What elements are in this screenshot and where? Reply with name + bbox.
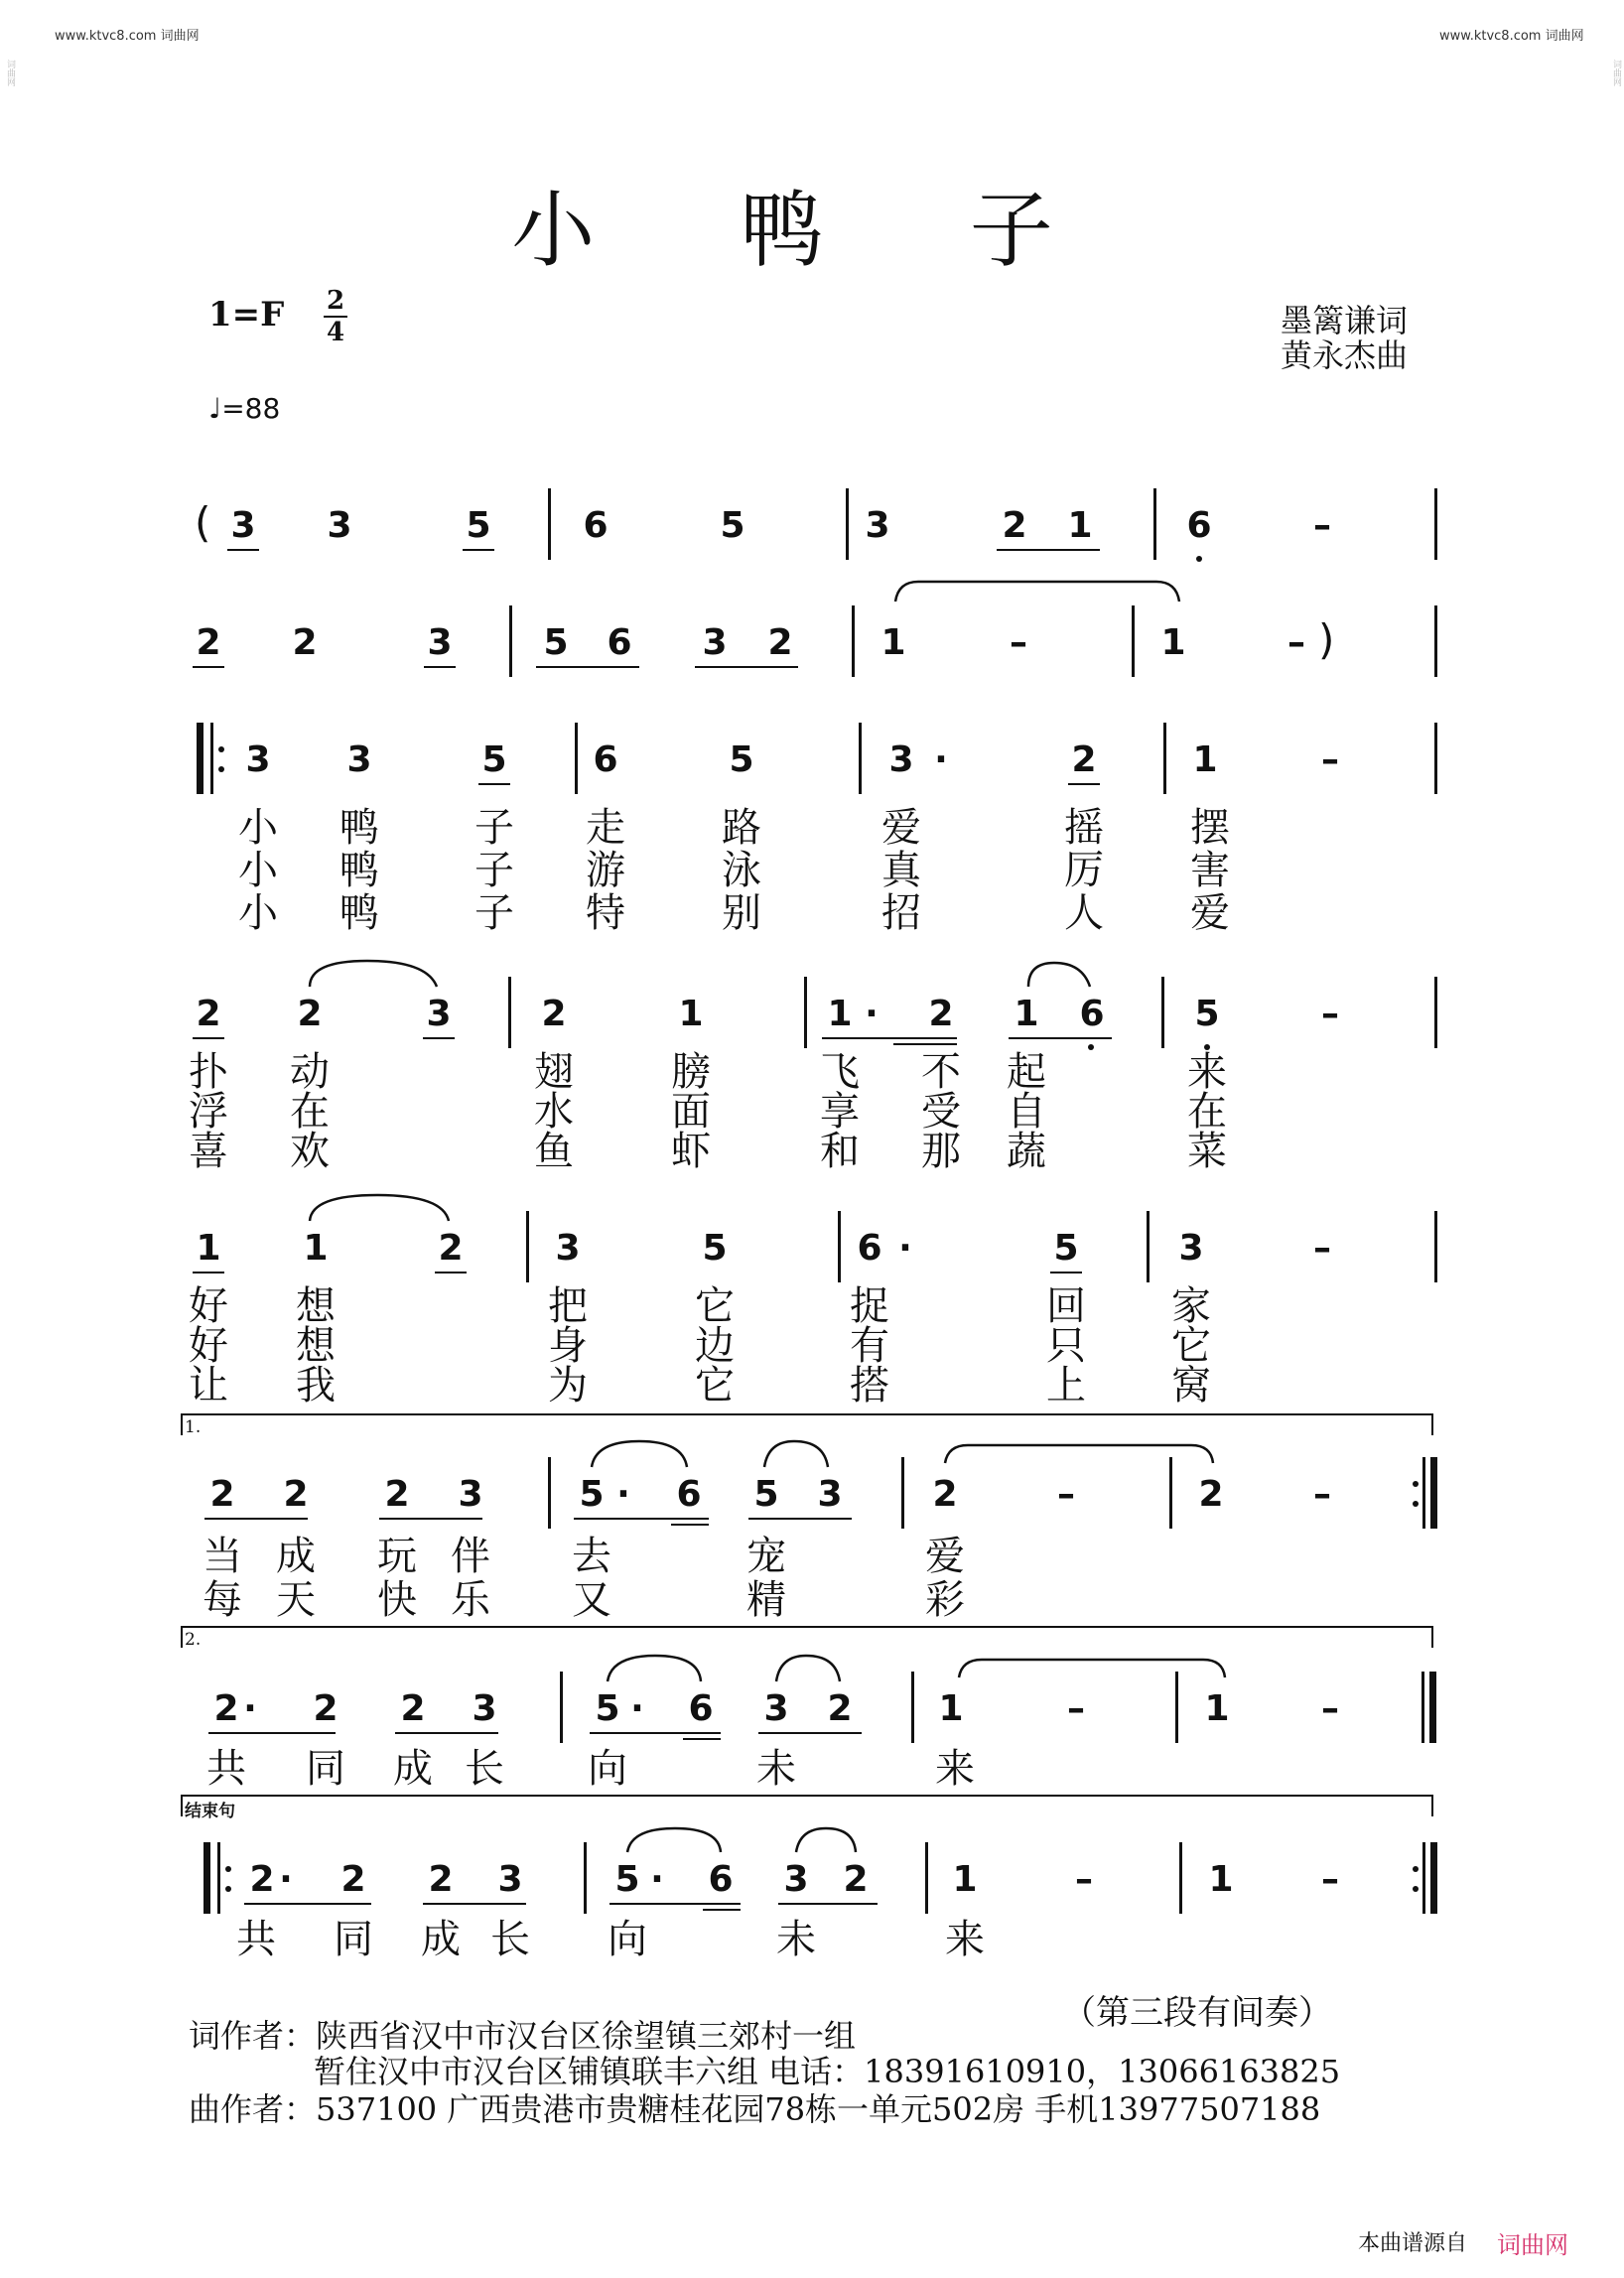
note: –: [1057, 1474, 1075, 1515]
lyric: 同: [306, 1746, 345, 1792]
lyric: 向: [588, 1746, 627, 1792]
lyric: 在: [290, 1089, 330, 1135]
note: 6: [857, 1228, 882, 1269]
note: 1: [938, 1688, 964, 1729]
slur: [627, 1828, 721, 1852]
lyricist-address: 词作者：陕西省汉中市汉台区徐望镇三郊村一组: [189, 2017, 857, 2055]
lyric: 摇: [1064, 805, 1104, 851]
slur: [310, 961, 437, 987]
lyric: 有: [850, 1323, 889, 1369]
lyric: 把: [548, 1283, 588, 1329]
lyric: 享: [820, 1089, 860, 1135]
lyric: 每: [203, 1577, 242, 1623]
note: 3: [817, 1474, 843, 1515]
note: –: [1321, 739, 1339, 780]
ending-label: 结束句: [185, 1802, 235, 1821]
lyric: 向: [608, 1917, 647, 1962]
lyric: 喜: [189, 1129, 228, 1174]
note: –: [1321, 1859, 1339, 1900]
note: –: [1313, 1228, 1331, 1269]
note: ·: [630, 1688, 644, 1729]
note: –: [1321, 1688, 1339, 1729]
note: 3: [865, 505, 890, 546]
note: 3: [230, 505, 256, 546]
note: 1: [1067, 505, 1093, 546]
note: 5: [466, 505, 491, 546]
footer-source-label: 本曲谱源自: [1358, 2231, 1468, 2256]
note: 3: [763, 1688, 789, 1729]
lyric: 鸭: [339, 890, 379, 936]
note: 6: [676, 1474, 702, 1515]
lyric: 彩: [925, 1577, 965, 1623]
note: 3: [497, 1859, 523, 1900]
lyric: 乐: [451, 1577, 490, 1623]
lyric: 边: [695, 1323, 735, 1369]
tie: [959, 1660, 1225, 1677]
lyric: 面: [671, 1089, 711, 1135]
lyric: 成: [276, 1534, 316, 1579]
lyric: 鸭: [339, 848, 379, 893]
note: 2: [340, 1859, 366, 1900]
note: 2: [541, 994, 567, 1034]
note: 5: [481, 739, 507, 780]
lyric: 小: [238, 805, 278, 851]
note: 2: [297, 994, 323, 1034]
lyric: 起: [1007, 1049, 1046, 1095]
note: 2: [438, 1228, 464, 1269]
lyric: 精: [746, 1577, 786, 1623]
slur: [310, 1195, 449, 1221]
lyric: 子: [474, 848, 514, 893]
lyric: 膀: [671, 1049, 711, 1095]
interlude-note: （第三段有间奏）: [1062, 1993, 1332, 2033]
note: 5: [1194, 994, 1220, 1034]
slur: [776, 1656, 840, 1681]
note: 3: [702, 622, 728, 663]
lyric: 菜: [1187, 1129, 1227, 1174]
note: 2: [292, 622, 318, 663]
lyric: 动: [290, 1049, 330, 1095]
note: 2: [249, 1859, 275, 1900]
note: 5: [720, 505, 745, 546]
note: 6: [1079, 994, 1105, 1034]
lyric: 蔬: [1007, 1129, 1046, 1174]
lyric: 共: [236, 1917, 276, 1962]
note: 5: [702, 1228, 728, 1269]
lyric: 特: [586, 890, 625, 936]
note: 3: [555, 1228, 581, 1269]
note: 1: [880, 622, 906, 663]
note: 3: [458, 1474, 483, 1515]
lyric: 水: [534, 1089, 574, 1135]
note: 1: [1208, 1859, 1234, 1900]
lyric: 子: [474, 805, 514, 851]
lyricist-contact: 暂住汉中市汉台区铺镇联丰六组 电话：18391610910，13066163825: [314, 2053, 1341, 2090]
note: 3: [346, 739, 372, 780]
note: 5: [753, 1474, 779, 1515]
lyric: 当: [203, 1534, 242, 1579]
tempo-marking: ♩=88: [208, 392, 281, 425]
lyric: 让: [189, 1363, 228, 1408]
lyric: 路: [722, 805, 761, 851]
note: 2: [843, 1859, 869, 1900]
note: –: [1010, 622, 1027, 663]
lyric: 宠: [746, 1534, 786, 1579]
lyric: 好: [189, 1283, 228, 1329]
lyric: 玩: [377, 1534, 417, 1579]
note: 2: [213, 1688, 239, 1729]
note: 2: [428, 1859, 454, 1900]
note: 5: [1053, 1228, 1079, 1269]
note: 2: [1002, 505, 1027, 546]
note: 1: [1160, 622, 1186, 663]
lyric: 成: [421, 1917, 461, 1962]
slur: [796, 1828, 856, 1852]
note: 1: [678, 994, 704, 1034]
note: 6: [708, 1859, 734, 1900]
note: –: [1287, 622, 1305, 663]
lyric: 在: [1187, 1089, 1227, 1135]
lyric: 鸭: [339, 805, 379, 851]
lyric: 来: [1187, 1049, 1227, 1095]
lyric: 和: [820, 1129, 860, 1174]
note: 2: [932, 1474, 958, 1515]
lyric: 受: [921, 1089, 961, 1135]
lyric: 想: [296, 1323, 336, 1369]
lyric: 翅: [534, 1049, 574, 1095]
note: 1: [827, 994, 853, 1034]
side-watermark: 词曲网: [5, 60, 15, 86]
lyric: 来: [935, 1746, 975, 1792]
lyric: 好: [189, 1323, 228, 1369]
note: ·: [616, 1474, 630, 1515]
lyric: 爱: [1190, 890, 1230, 936]
lyric: 只: [1046, 1323, 1086, 1369]
note: 1: [952, 1859, 978, 1900]
lyric: 泳: [722, 848, 761, 893]
note: 5: [543, 622, 569, 663]
lyric: 飞: [820, 1049, 860, 1095]
lyric: 扑: [189, 1049, 228, 1095]
lyric: 真: [881, 848, 921, 893]
footer-source-link[interactable]: 词曲网: [1497, 2231, 1568, 2259]
note: 3: [426, 994, 452, 1034]
key-signature: 1=F: [208, 295, 285, 335]
note: 5: [614, 1859, 640, 1900]
note: 6: [1186, 505, 1212, 546]
note: 2: [313, 1688, 338, 1729]
note: 1: [303, 1228, 329, 1269]
note: ·: [898, 1228, 912, 1269]
time-signature-bottom: 4: [326, 318, 345, 347]
header-left-watermark: www.ktvc8.com 词曲网: [55, 29, 200, 44]
lyric: 想: [296, 1283, 336, 1329]
lyric: 去: [572, 1534, 611, 1579]
note: ·: [865, 994, 879, 1034]
note: ·: [279, 1859, 293, 1900]
lyric: 小: [238, 848, 278, 893]
lyric: 又: [572, 1577, 611, 1623]
lyric: 未: [776, 1917, 816, 1962]
note: 5: [595, 1688, 620, 1729]
time-signature-top: 2: [326, 286, 345, 316]
lyric: 捉: [850, 1283, 889, 1329]
note: 2: [209, 1474, 235, 1515]
note: ·: [243, 1688, 257, 1729]
lyric: 浮: [189, 1089, 228, 1135]
lyric: 来: [945, 1917, 985, 1962]
lyric: 快: [377, 1577, 417, 1623]
slur: [608, 1656, 701, 1681]
lyric: 人: [1064, 890, 1104, 936]
lyric: 共: [206, 1746, 246, 1792]
note: 2: [283, 1474, 309, 1515]
lyric: 虾: [671, 1129, 711, 1174]
slur: [592, 1441, 687, 1467]
note: 2: [1198, 1474, 1224, 1515]
note: 1: [1192, 739, 1218, 780]
lyric: 身: [548, 1323, 588, 1369]
note: 1: [1014, 994, 1039, 1034]
note: 3: [888, 739, 914, 780]
note: 2: [1071, 739, 1097, 780]
lyric: 搭: [850, 1363, 889, 1408]
lyric: 它: [695, 1283, 735, 1329]
note: –: [1321, 994, 1339, 1034]
lyric: 未: [756, 1746, 796, 1792]
lyric: 摆: [1190, 805, 1230, 851]
tie: [945, 1445, 1213, 1463]
lyric: 自: [1007, 1089, 1046, 1135]
lyricist-credit: 墨篱谦词: [1281, 302, 1409, 339]
note: 1: [1204, 1688, 1230, 1729]
note: 3: [427, 622, 453, 663]
lyric: 伴: [451, 1534, 490, 1579]
lyric: 那: [921, 1129, 961, 1174]
slur: [1028, 963, 1090, 987]
lyric: 害: [1190, 848, 1230, 893]
lyric: 游: [586, 848, 625, 893]
tie: [895, 582, 1179, 602]
note: 2: [196, 994, 221, 1034]
composer-credit: 黄永杰曲: [1281, 336, 1409, 374]
note: –: [1067, 1688, 1085, 1729]
note: –: [1313, 505, 1331, 546]
note: 6: [593, 739, 618, 780]
note: (: [195, 498, 211, 547]
slur: [764, 1441, 828, 1467]
lyric: 它: [695, 1363, 735, 1408]
lyric: 小: [238, 890, 278, 936]
composer-address: 曲作者：537100 广西贵港市贵糖桂花园78栋一单元502房 手机13977507188: [189, 2090, 1321, 2128]
lyric: 窝: [1171, 1363, 1211, 1408]
note: 3: [327, 505, 352, 546]
volta-label: 1.: [185, 1417, 202, 1437]
note: ): [1318, 615, 1335, 664]
lyric: 长: [465, 1746, 504, 1792]
lyric: 爱: [881, 805, 921, 851]
side-watermark: 词曲网: [1611, 60, 1621, 86]
lyric: 我: [296, 1363, 336, 1408]
note: 2: [400, 1688, 426, 1729]
note: 6: [688, 1688, 714, 1729]
lyric: 它: [1171, 1323, 1211, 1369]
note: –: [1075, 1859, 1093, 1900]
lyric: 欢: [290, 1129, 330, 1174]
note: –: [1313, 1474, 1331, 1515]
note: 5: [579, 1474, 605, 1515]
note: 2: [196, 622, 221, 663]
note: 2: [928, 994, 954, 1034]
note: 3: [1178, 1228, 1204, 1269]
note: 2: [384, 1474, 410, 1515]
lyric: 同: [334, 1917, 373, 1962]
lyric: 招: [881, 890, 921, 936]
lyric: 家: [1171, 1283, 1211, 1329]
note: 2: [767, 622, 793, 663]
note: 6: [607, 622, 632, 663]
note: 3: [783, 1859, 809, 1900]
lyric: 走: [586, 805, 625, 851]
lyric: 不: [921, 1049, 961, 1095]
note: ·: [650, 1859, 664, 1900]
song-title: 小 鸭 子: [511, 182, 1113, 279]
lyric: 别: [722, 890, 761, 936]
lyric: 长: [490, 1917, 530, 1962]
lyric: 厉: [1064, 848, 1104, 893]
header-right-watermark: www.ktvc8.com 词曲网: [1439, 29, 1584, 44]
note: 6: [583, 505, 609, 546]
note: 3: [245, 739, 271, 780]
note: 5: [729, 739, 754, 780]
lyric: 成: [393, 1746, 433, 1792]
volta-label: 2.: [185, 1630, 202, 1650]
note: 2: [827, 1688, 853, 1729]
lyric: 鱼: [534, 1129, 574, 1174]
note: 3: [472, 1688, 497, 1729]
note: ·: [934, 739, 948, 780]
lyric: 回: [1046, 1283, 1086, 1329]
lyric: 天: [276, 1577, 316, 1623]
note: 1: [196, 1228, 221, 1269]
lyric: 子: [474, 890, 514, 936]
lyric: 上: [1046, 1363, 1086, 1408]
lyric: 爱: [925, 1534, 965, 1579]
lyric: 为: [548, 1363, 588, 1408]
